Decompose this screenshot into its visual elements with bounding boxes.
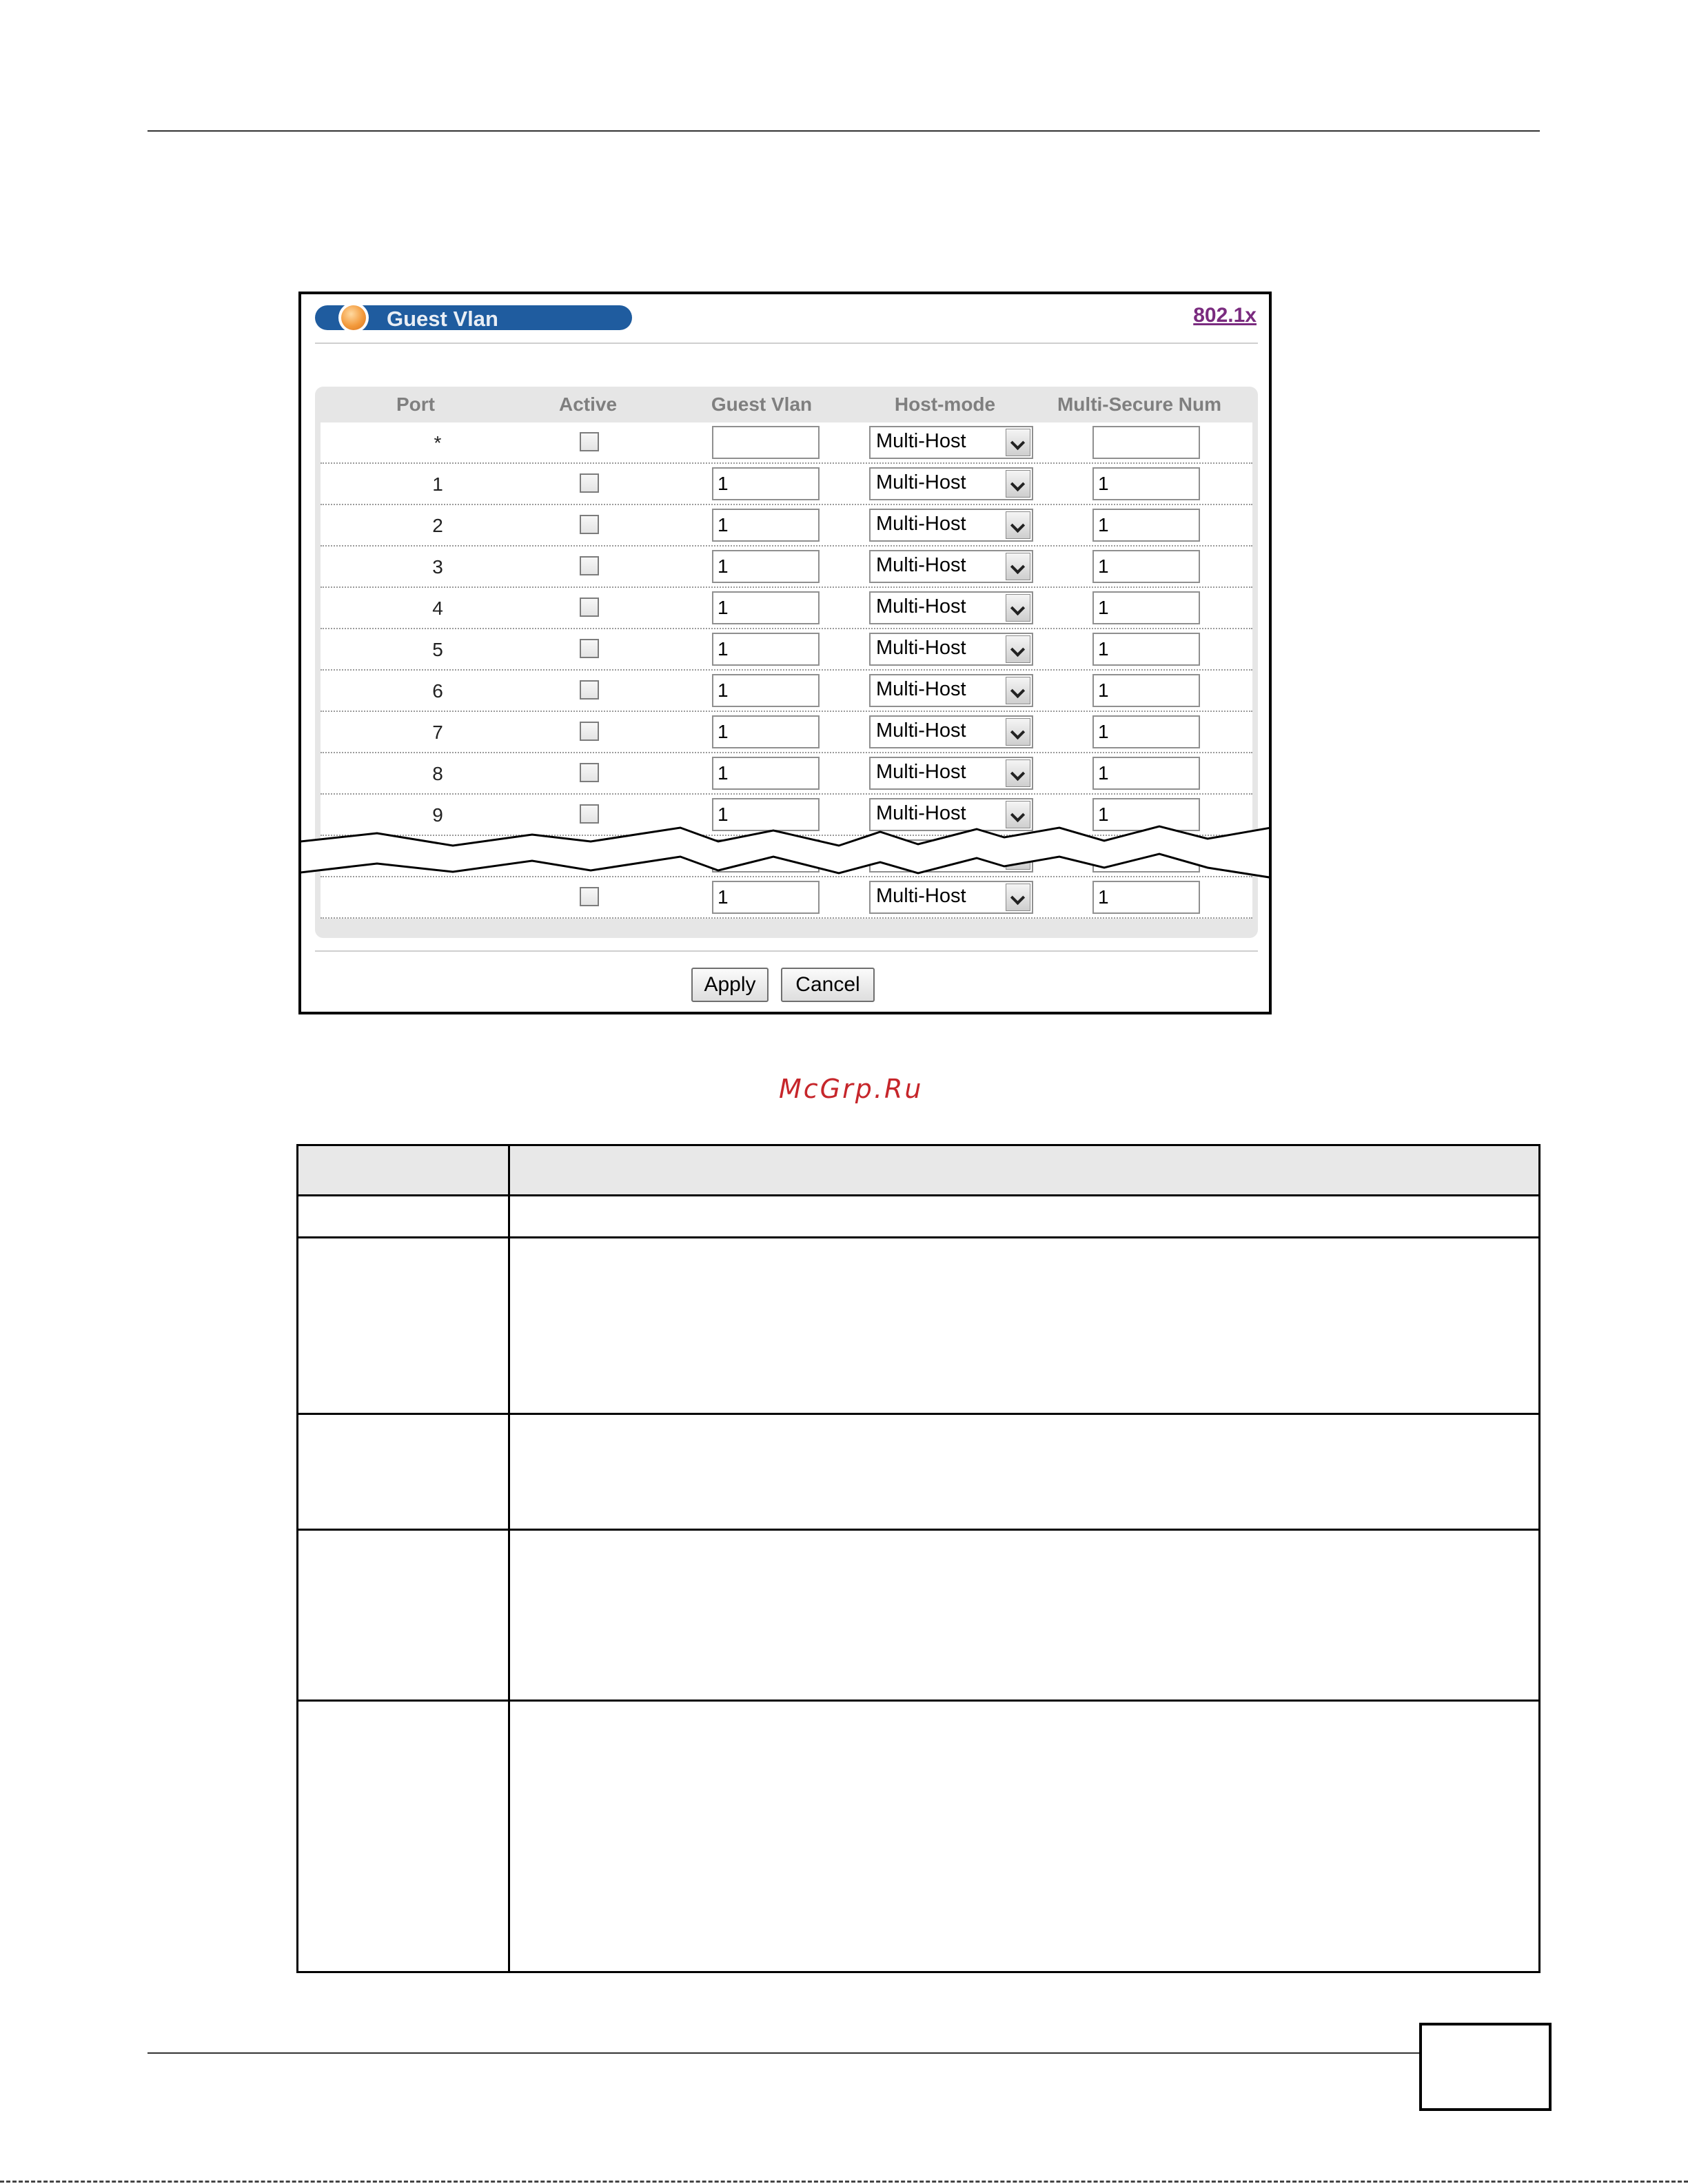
- host-mode-value: Multi-Host: [876, 802, 966, 824]
- table-row: [321, 422, 1252, 464]
- guest-vlan-input[interactable]: 1: [712, 591, 820, 624]
- page-edge: [0, 2181, 1688, 2183]
- header-rule: [148, 130, 1540, 132]
- port-label: 8: [432, 763, 443, 784]
- col-port: Port: [396, 394, 435, 415]
- page-number-box: [1419, 2023, 1552, 2111]
- cancel-button[interactable]: Cancel: [781, 968, 875, 1002]
- col-active: Active: [558, 394, 618, 415]
- panel-title-bar: [315, 305, 632, 330]
- chevron-down-icon[interactable]: [1006, 594, 1030, 622]
- host-mode-value: Multi-Host: [876, 637, 966, 659]
- guest-vlan-input[interactable]: 1: [712, 881, 820, 914]
- port-label: 2: [432, 515, 443, 536]
- multi-secure-num-input[interactable]: 1: [1092, 550, 1200, 583]
- table-row: [321, 629, 1252, 671]
- host-mode-value: Multi-Host: [876, 885, 966, 907]
- active-checkbox[interactable]: [580, 473, 599, 493]
- title-divider: [315, 343, 1258, 344]
- chevron-down-icon[interactable]: [1006, 635, 1030, 663]
- guest-vlan-input[interactable]: 1: [712, 467, 820, 500]
- col-guest-vlan: Guest Vlan: [711, 394, 813, 415]
- host-mode-value: Multi-Host: [876, 554, 966, 576]
- col-host-mode: Host-mode: [894, 394, 996, 415]
- host-mode-select[interactable]: [869, 591, 1033, 624]
- port-label: 1: [432, 473, 443, 495]
- chevron-down-icon[interactable]: [1006, 677, 1030, 704]
- port-label: 9: [432, 804, 443, 826]
- table-row: [321, 588, 1252, 629]
- chevron-down-icon[interactable]: [1006, 718, 1030, 746]
- host-mode-value: Multi-Host: [876, 595, 966, 618]
- guest-vlan-input[interactable]: 1: [712, 509, 820, 542]
- active-checkbox[interactable]: [580, 432, 599, 451]
- link-802-1x[interactable]: 802.1x: [1193, 304, 1257, 327]
- description-row-divider: [298, 1529, 1538, 1531]
- active-checkbox[interactable]: [580, 763, 599, 782]
- guest-vlan-input[interactable]: 1: [712, 757, 820, 790]
- description-table: [296, 1144, 1540, 1973]
- host-mode-select[interactable]: [869, 633, 1033, 666]
- chevron-down-icon[interactable]: [1006, 553, 1030, 580]
- button-divider: [315, 950, 1258, 952]
- host-mode-select[interactable]: [869, 509, 1033, 542]
- port-label: 5: [432, 639, 443, 660]
- chevron-down-icon[interactable]: [1006, 511, 1030, 539]
- active-checkbox[interactable]: [580, 722, 599, 741]
- multi-secure-num-input[interactable]: 1: [1092, 467, 1200, 500]
- description-header-row: [298, 1146, 1538, 1196]
- guest-vlan-input[interactable]: [712, 426, 820, 459]
- host-mode-value: Multi-Host: [876, 678, 966, 700]
- multi-secure-num-input[interactable]: 1: [1092, 633, 1200, 666]
- active-checkbox[interactable]: [580, 598, 599, 617]
- active-checkbox[interactable]: [580, 680, 599, 700]
- multi-secure-num-input[interactable]: [1092, 426, 1200, 459]
- panel-title: Guest Vlan: [387, 307, 498, 331]
- port-label: 6: [432, 680, 443, 702]
- port-label: 3: [432, 556, 443, 578]
- description-row-divider: [298, 1413, 1538, 1415]
- guest-vlan-input[interactable]: 1: [712, 715, 820, 748]
- port-label: *: [434, 432, 442, 453]
- table-row: [321, 505, 1252, 547]
- guest-vlan-input[interactable]: 1: [712, 798, 820, 831]
- footer-rule: [148, 2052, 1419, 2054]
- host-mode-select[interactable]: [869, 426, 1033, 459]
- host-mode-value: Multi-Host: [876, 513, 966, 535]
- chevron-down-icon[interactable]: [1006, 470, 1030, 498]
- multi-secure-num-input[interactable]: 1: [1092, 881, 1200, 914]
- host-mode-value: Multi-Host: [876, 430, 966, 452]
- table-header: [315, 387, 1258, 421]
- host-mode-select[interactable]: [869, 715, 1033, 748]
- multi-secure-num-input[interactable]: 1: [1092, 591, 1200, 624]
- guest-vlan-input[interactable]: 1: [712, 550, 820, 583]
- table-row: [321, 712, 1252, 753]
- active-checkbox[interactable]: [580, 639, 599, 658]
- port-label: 7: [432, 722, 443, 743]
- active-checkbox[interactable]: [580, 515, 599, 534]
- host-mode-select[interactable]: [869, 550, 1033, 583]
- guest-vlan-input[interactable]: 1: [712, 633, 820, 666]
- table-row: [321, 547, 1252, 588]
- chevron-down-icon[interactable]: [1006, 429, 1030, 456]
- description-row-divider: [298, 1236, 1538, 1238]
- host-mode-select[interactable]: [869, 467, 1033, 500]
- description-row-divider: [298, 1700, 1538, 1702]
- host-mode-value: Multi-Host: [876, 761, 966, 783]
- title-orb-icon: [341, 305, 366, 330]
- multi-secure-num-input[interactable]: 1: [1092, 509, 1200, 542]
- multi-secure-num-input[interactable]: 1: [1092, 757, 1200, 790]
- host-mode-select[interactable]: [869, 674, 1033, 707]
- host-mode-select[interactable]: [869, 757, 1033, 790]
- table-row: [321, 464, 1252, 505]
- table-break-marker: [298, 818, 1272, 897]
- apply-button[interactable]: Apply: [691, 968, 769, 1002]
- col-multi-secure-num: Multi-Secure Num: [1057, 394, 1222, 415]
- guest-vlan-input[interactable]: 1: [712, 674, 820, 707]
- watermark: McGrp.Ru: [779, 1074, 924, 1104]
- table-row: [321, 753, 1252, 795]
- host-mode-value: Multi-Host: [876, 720, 966, 742]
- table-row: [321, 671, 1252, 712]
- multi-secure-num-input[interactable]: 1: [1092, 798, 1200, 831]
- active-checkbox[interactable]: [580, 556, 599, 575]
- host-mode-value: Multi-Host: [876, 471, 966, 493]
- description-column-divider: [508, 1146, 510, 1971]
- guest-vlan-screen: [298, 292, 1272, 1014]
- port-label: 4: [432, 598, 443, 619]
- chevron-down-icon[interactable]: [1006, 759, 1030, 787]
- multi-secure-num-input[interactable]: 1: [1092, 715, 1200, 748]
- multi-secure-num-input[interactable]: 1: [1092, 674, 1200, 707]
